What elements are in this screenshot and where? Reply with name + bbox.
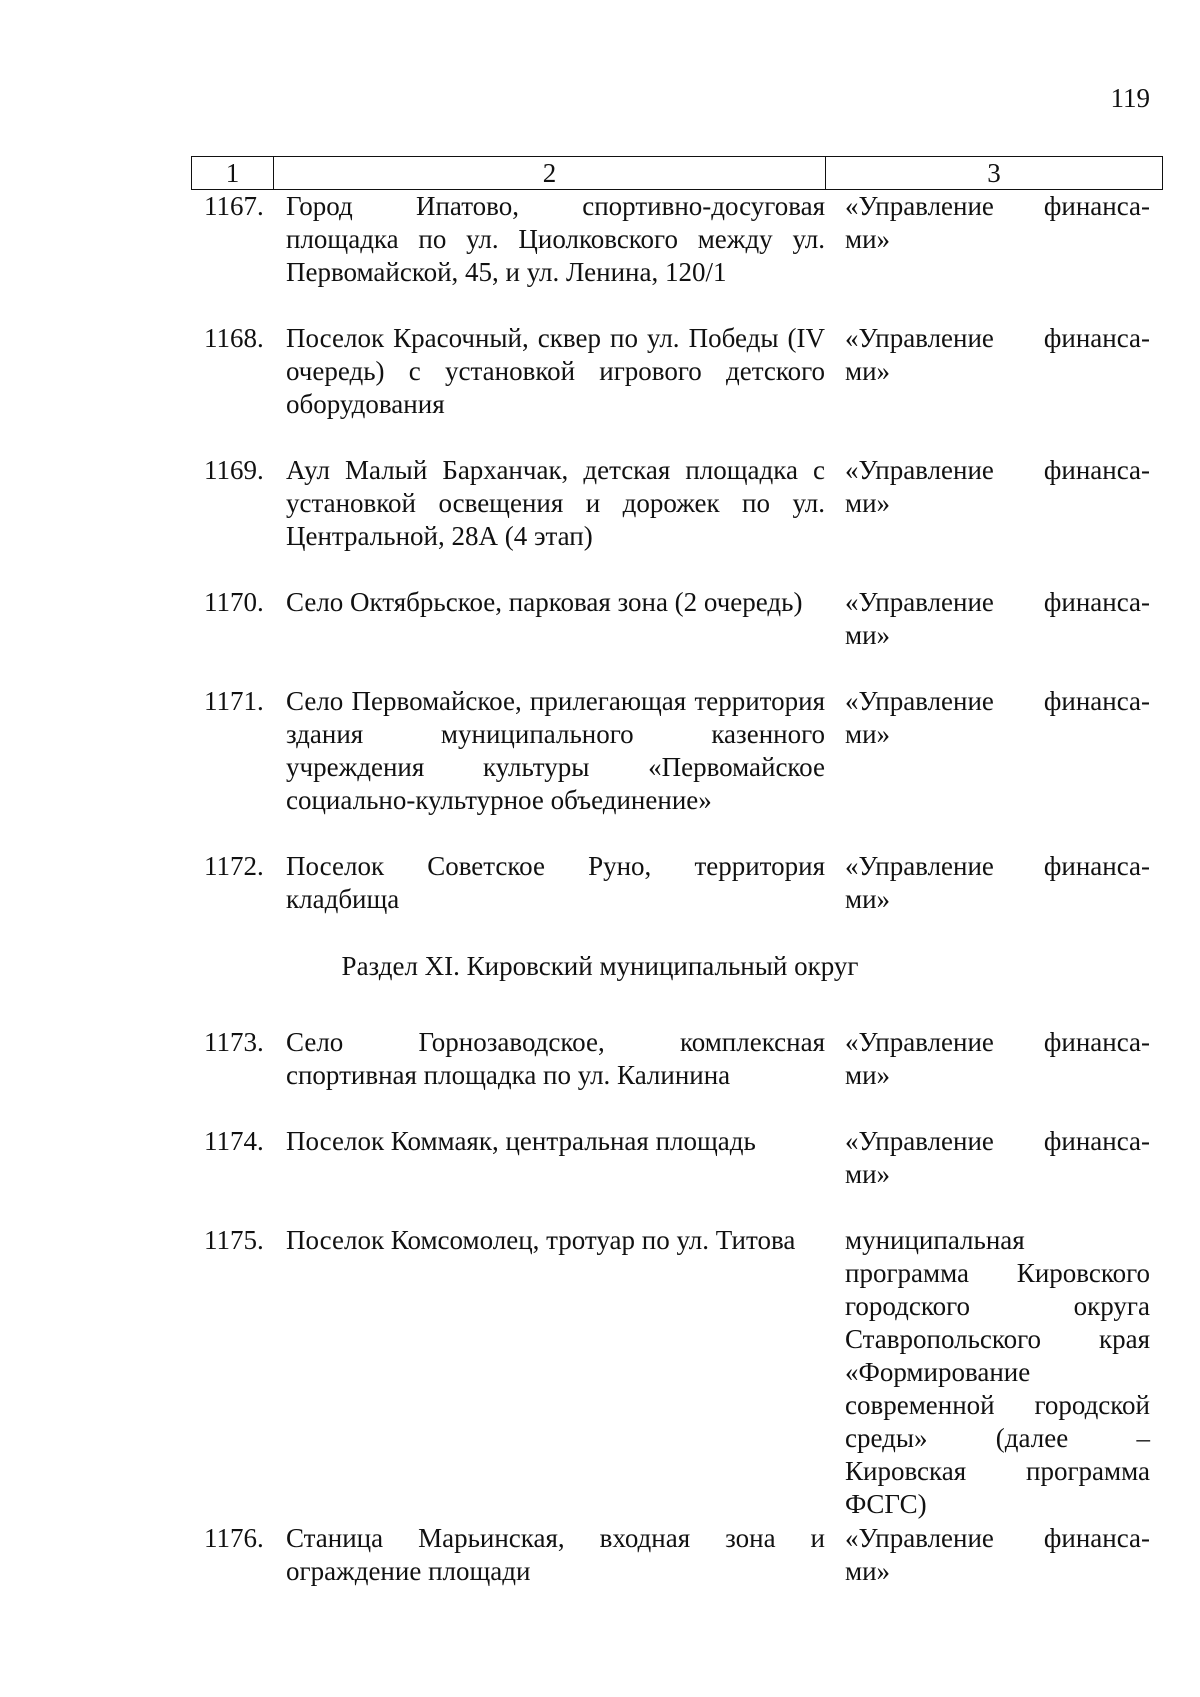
column-header-1: 1 <box>192 157 274 189</box>
row-responsible: «Управление финанса- ми» <box>845 1523 1150 1586</box>
row-responsible: «Управление финанса- ми» <box>845 1027 1150 1090</box>
row-number: 1173. <box>204 1027 264 1057</box>
row-responsible: «Управление финанса- ми» <box>845 455 1150 518</box>
row-description: Поселок Красочный, сквер по ул. Победы (IV очередь) с установкой игрового детского оборудования <box>286 323 825 419</box>
column-header-2: 2 <box>274 157 826 189</box>
row-description: Поселок Комсомолец, тротуар по ул. Титова <box>286 1225 796 1255</box>
row-description: Село Горнозаводское, комплексная спортивная площадка по ул. Калинина <box>286 1027 825 1090</box>
row-number: 1174. <box>204 1126 264 1156</box>
row-description: Поселок Коммаяк, центральная площадь <box>286 1126 756 1156</box>
row-number: 1170. <box>204 587 264 617</box>
row-number: 1169. <box>204 455 264 485</box>
row-number: 1167. <box>204 191 264 221</box>
row-number: 1171. <box>204 686 264 716</box>
row-description: Станица Марьинская, входная зона и ограждение площади <box>286 1523 825 1586</box>
row-responsible: «Управление финанса- ми» <box>845 686 1150 749</box>
row-description: Село Октябрьское, парковая зона (2 очередь) <box>286 587 803 617</box>
row-number: 1176. <box>204 1523 264 1553</box>
row-responsible: «Управление финанса- ми» <box>845 191 1150 254</box>
row-responsible: «Управление финанса- ми» <box>845 323 1150 386</box>
row-responsible: «Управление финанса- ми» <box>845 587 1150 650</box>
row-responsible: «Управление финанса- ми» <box>845 851 1150 914</box>
row-number: 1168. <box>204 323 264 353</box>
row-responsible: «Управление финанса- ми» <box>845 1126 1150 1189</box>
row-description: Город Ипатово, спортивно-досуговая площадка по ул. Циолковского между ул. Первомайской, 45, и ул. Ленина, 120/1 <box>286 191 825 287</box>
row-number: 1175. <box>204 1225 264 1255</box>
table-header <box>191 156 1163 190</box>
row-description: Село Первомайское, прилегающая территория здания муниципального казенного учреждения культуры «Первомайское социально-культурное объединение» <box>286 686 825 815</box>
row-number: 1172. <box>204 851 264 881</box>
section-heading: Раздел XI. Кировский муниципальный округ <box>341 951 859 981</box>
row-responsible: муниципальная программа Кировского городского округа Ставропольского края «Формирование современной городской среды» (далее – Кировская программа ФСГС) <box>845 1225 1150 1519</box>
row-description: Поселок Советское Руно, территория кладбища <box>286 851 825 914</box>
row-description: Аул Малый Барханчак, детская площадка с установкой освещения и дорожек по ул. Центральной, 28А (4 этап) <box>286 455 825 551</box>
page-number: 119 <box>1110 83 1150 113</box>
column-header-3: 3 <box>987 158 1001 188</box>
